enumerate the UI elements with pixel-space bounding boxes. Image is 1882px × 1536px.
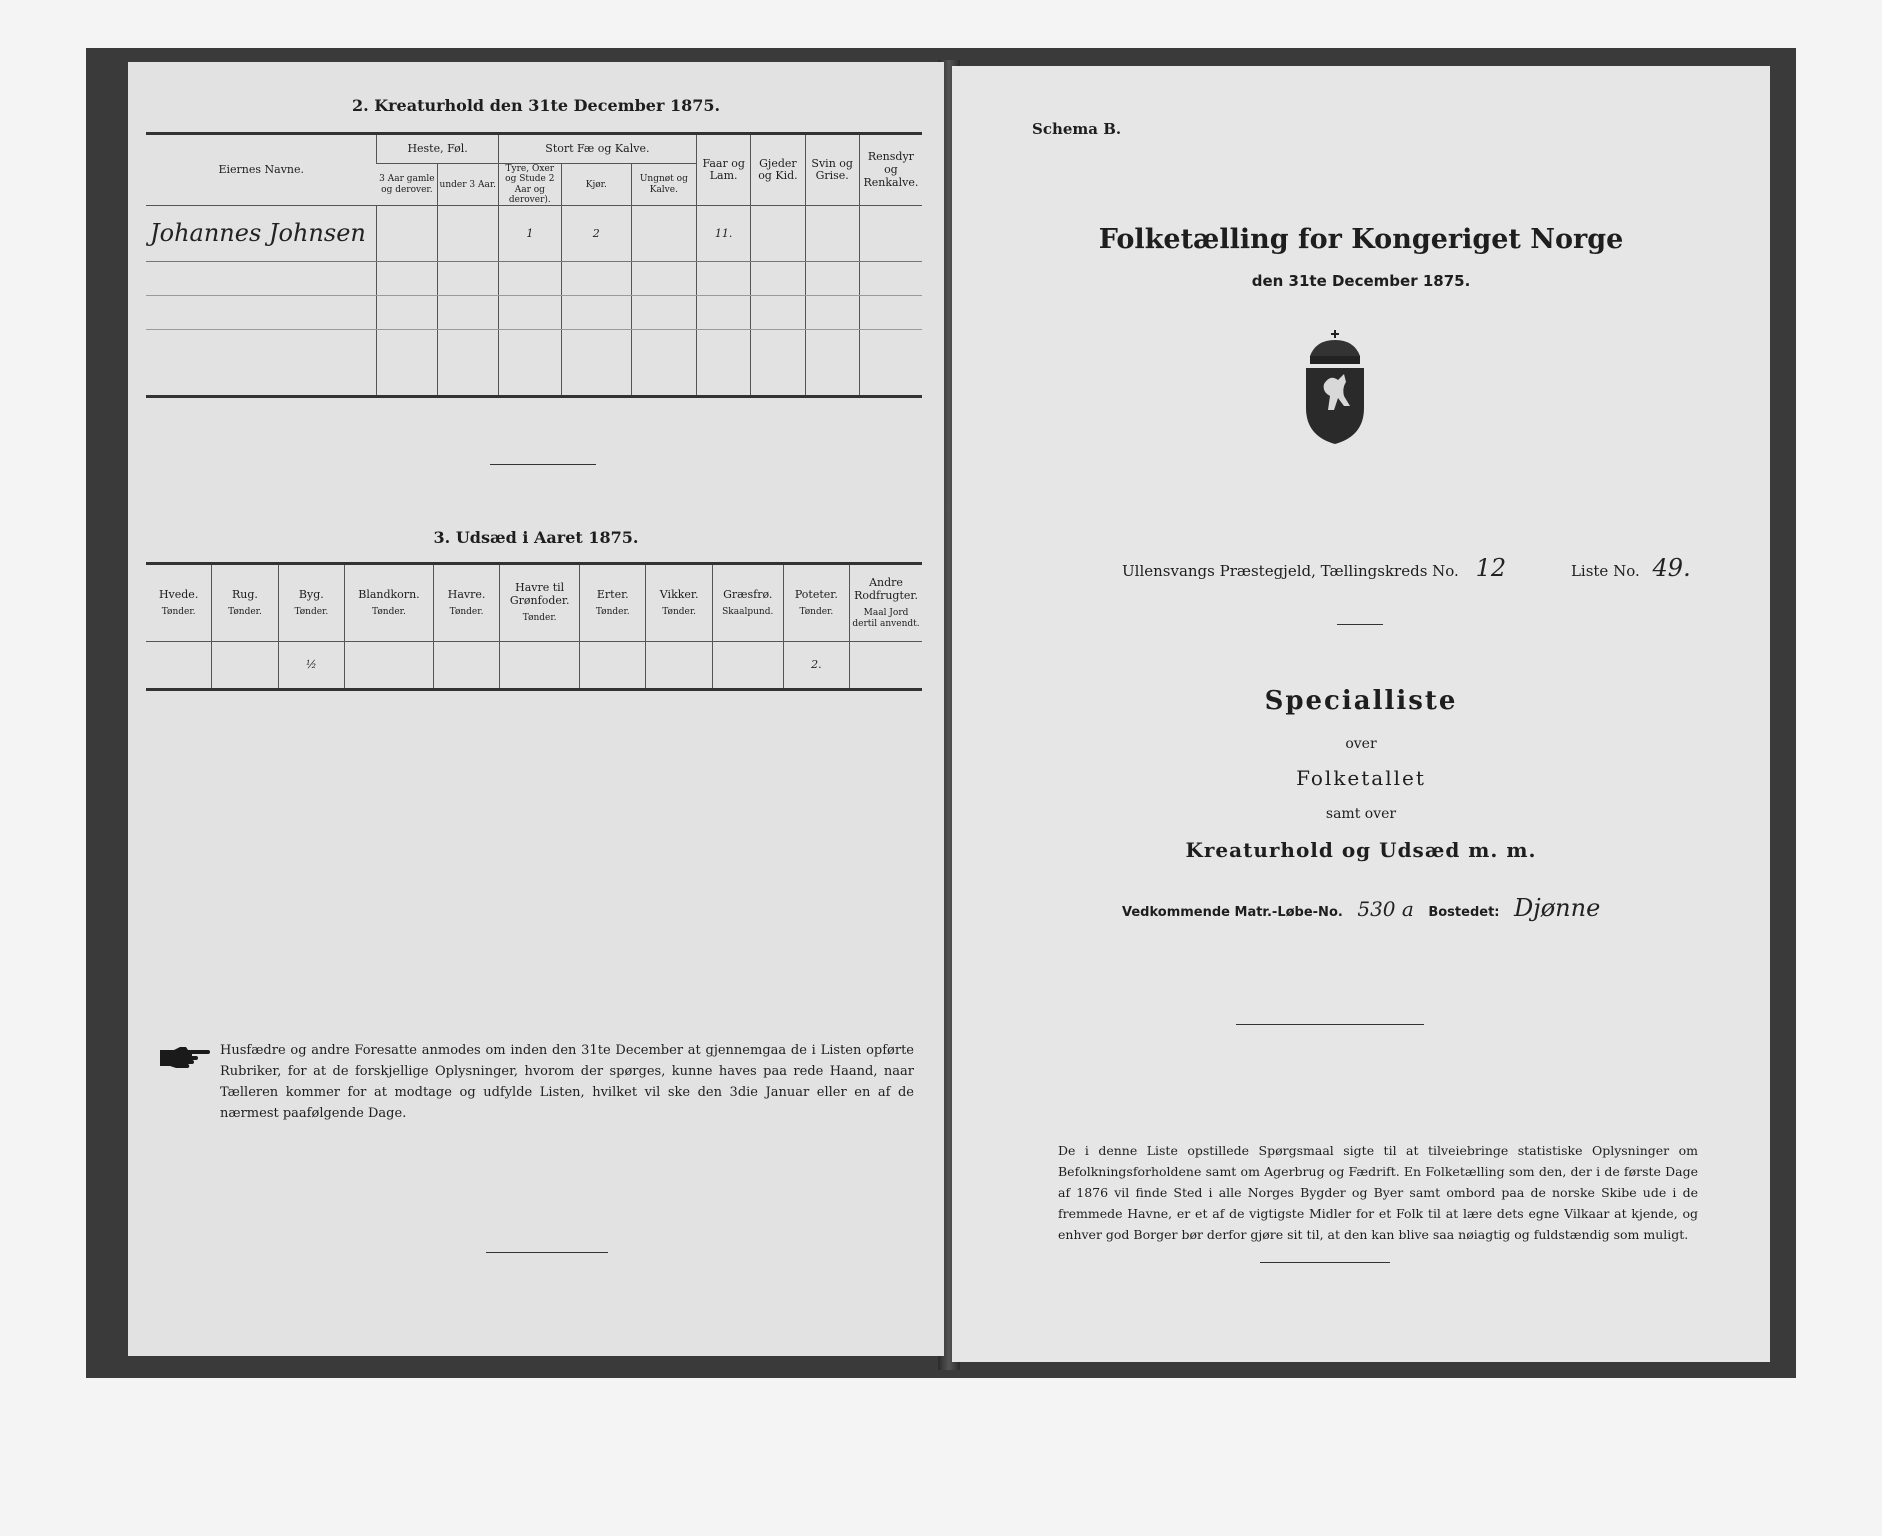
seed-col-header xyxy=(712,564,783,642)
pointing-hand-icon xyxy=(158,1044,210,1068)
seed-col-name: Andre Rodfrugter. xyxy=(854,576,918,602)
col-cattle-header: Stort Fæ og Kalve. xyxy=(498,134,696,164)
liste-label: Liste No. xyxy=(1570,562,1640,580)
cattle-bulls-value: 1 xyxy=(498,206,561,262)
cows-value: 2 xyxy=(561,206,631,262)
district-label: Ullensvangs Præstegjeld, xyxy=(1122,562,1316,580)
seed-col-unit: Tønder. xyxy=(372,607,406,618)
district-label-kreds: Tællingskreds No. xyxy=(1320,562,1459,580)
district-line xyxy=(1122,554,1742,582)
matr-number: 530 a xyxy=(1357,897,1414,921)
col-reindeer-header: Rensdyr og Renkalve. xyxy=(859,134,922,206)
owner-name: Johannes Johnsen xyxy=(146,206,377,262)
bosted-label: Bostedet: xyxy=(1428,905,1500,920)
seed-col-header xyxy=(146,564,212,642)
seed-col-name: Havre. xyxy=(447,587,486,601)
seed-col-header xyxy=(212,564,278,642)
specialliste-heading: Specialliste xyxy=(1264,686,1458,716)
col-bulls: Tyre, Oxer og Stude 2 Aar og derover). xyxy=(498,164,561,206)
seed-col-header xyxy=(850,564,922,642)
census-date: den 31te December 1875. xyxy=(1251,272,1471,290)
col-horses-under3: under 3 Aar. xyxy=(437,164,498,206)
over-text: over xyxy=(1345,736,1377,752)
section3-title: 3. Udsæd i Aaret 1875. xyxy=(433,528,639,547)
poteter-value: 2. xyxy=(783,642,849,690)
census-title: Folketælling for Kongeriget Norge xyxy=(1098,224,1624,255)
seed-col-header xyxy=(646,564,712,642)
seed-col-header xyxy=(783,564,849,642)
seed-col-unit: Skaalpund. xyxy=(722,607,774,618)
seed-col-header xyxy=(278,564,344,642)
right-page xyxy=(952,66,1770,1362)
seed-col-unit: Tønder. xyxy=(294,607,329,618)
table-row xyxy=(146,206,922,262)
liste-number: 49. xyxy=(1652,554,1691,582)
divider-rule-right-bottom xyxy=(1260,1262,1390,1263)
seed-col-name: Vikker. xyxy=(659,587,699,601)
matr-label: Vedkommende Matr.-Løbe-No. xyxy=(1122,905,1343,920)
seed-col-unit: Tønder. xyxy=(522,613,557,624)
seed-col-unit: Tønder. xyxy=(799,607,834,618)
seed-col-unit: Tønder. xyxy=(228,607,262,618)
seed-col-name: Rug. xyxy=(232,587,258,601)
seed-col-name: Græsfrø. xyxy=(723,587,773,601)
col-owner-header: Eiernes Navne. xyxy=(146,134,377,206)
livestock-table xyxy=(146,132,922,398)
byg-value: ½ xyxy=(278,642,344,690)
seed-col-unit: Tønder. xyxy=(449,607,484,618)
seed-col-name: Havre til Grønfoder. xyxy=(509,581,570,607)
col-calves: Ungnøt og Kalve. xyxy=(631,164,696,206)
district-number: 12 xyxy=(1475,554,1507,582)
seed-col-header xyxy=(500,564,580,642)
bosted-value: Djønne xyxy=(1514,894,1601,922)
seed-table xyxy=(146,562,922,691)
seed-col-name: Byg. xyxy=(298,587,324,601)
matr-line xyxy=(1122,894,1742,922)
left-page xyxy=(128,62,944,1356)
seed-col-unit: Tønder. xyxy=(161,607,196,618)
col-goats-header: Gjeder og Kid. xyxy=(751,134,805,206)
seed-col-name: Blandkorn. xyxy=(358,587,420,601)
seed-col-header xyxy=(345,564,434,642)
folketallet-heading: Folketallet xyxy=(1296,766,1426,790)
coat-of-arms-icon xyxy=(1296,328,1374,446)
col-horses-header: Heste, Føl. xyxy=(377,134,498,164)
purpose-paragraph: De i denne Liste opstillede Spørgsmaal sigte til at tilveiebringe statistiske Oplysninger om Befolkningsforholdene samt om Agerbrug og Fædrift. En Folketælling som den, der i de første Dage af 1876 vil finde Sted i alle Norges Bygder og Byer samt ombord paa de norske Skibe ude i de fremmede Havne, er et af de vigtigste Midler for et Folk til at lære dets egne Vilkaar at kjende, og enhver god Borger bør derfor gjøre sit til, at den kan blive saa nøiagtig og fuldstændig som muligt. xyxy=(1058,1143,1698,1242)
divider-rule-right xyxy=(1236,1024,1424,1025)
seed-col-unit: Tønder. xyxy=(595,607,630,618)
seed-col-name: Erter. xyxy=(596,587,629,601)
divider-rule-bottom xyxy=(486,1252,608,1253)
col-pigs-header: Svin og Grise. xyxy=(805,134,859,206)
short-rule xyxy=(1337,624,1383,625)
table-row xyxy=(146,642,922,690)
seed-col-header xyxy=(433,564,499,642)
seed-col-header xyxy=(580,564,646,642)
samt-over-text: samt over xyxy=(1325,806,1397,822)
col-cows: Kjør. xyxy=(561,164,631,206)
seed-col-name: Hvede. xyxy=(158,587,199,601)
divider-rule xyxy=(490,464,596,465)
section2-title: 2. Kreaturhold den 31te December 1875. xyxy=(351,96,721,115)
kreaturhold-heading: Kreaturhold og Udsæd m. m. xyxy=(1185,838,1537,862)
seed-col-unit: Maal Jord dertil anvendt. xyxy=(852,608,920,629)
col-horses-3yr: 3 Aar gamle og derover. xyxy=(377,164,437,206)
seed-col-unit: Tønder. xyxy=(662,607,697,618)
schema-label: Schema B. xyxy=(1032,120,1122,138)
col-sheep-header: Faar og Lam. xyxy=(697,134,751,206)
instructions-notice: Husfædre og andre Foresatte anmodes om inden den 31te December at gjennemgaa de i Listen opførte Rubriker, for at de forskjellige Oplysninger, hvorom der spørges, kunne haves paa rede Haand, naar Tælleren kommer for at modtage og udfylde Listen, hvilket vil ske den 3die Januar eller en af de nærmest paafølgende Dage. xyxy=(220,1043,914,1121)
seed-col-name: Poteter. xyxy=(794,587,838,601)
sheep-value: 11. xyxy=(697,206,751,262)
